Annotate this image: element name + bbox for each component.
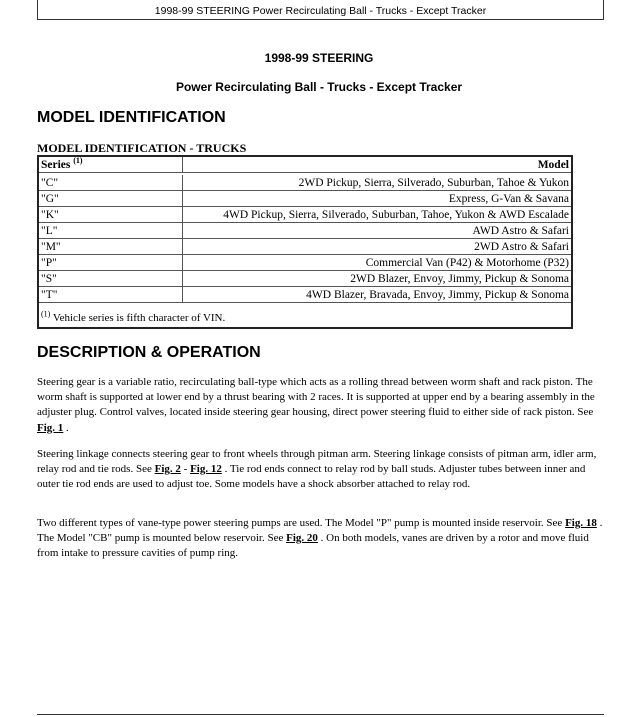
document-title: 1998-99 STEERING (264, 51, 374, 65)
model-identification-table (37, 155, 573, 329)
model-cell: AWD Astro & Safari (183, 223, 571, 239)
paragraph-text: Steering gear is a variable ratio, recirculating ball-type which acts as a rolling thread between worm shaft and rack piston. The worm shaft is supported at lower end by a thrust bearing with 2 races. It is supported at upper end by a bearing assembly in the adjuster plug. Control valves, located inside steering gear housing, direct power steering fluid to either side of rack piston. See (37, 376, 595, 419)
model-cell: 4WD Pickup, Sierra, Silverado, Suburban, Tahoe, Yukon & AWD Escalade (183, 207, 571, 223)
model-cell: 2WD Pickup, Sierra, Silverado, Suburban, Tahoe & Yukon (183, 175, 571, 191)
model-column-header: Model (183, 157, 571, 173)
footnote-marker: (1) (41, 309, 51, 319)
model-cell: 2WD Astro & Safari (183, 239, 571, 255)
footnote-text: Vehicle series is fifth character of VIN. (52, 312, 226, 324)
fig-18-link[interactable]: Fig. 18 (565, 517, 597, 529)
fig-2-link[interactable]: Fig. 2 (154, 463, 181, 476)
series-cell: "C" (39, 175, 183, 191)
model-cell: 2WD Blazer, Envoy, Jimmy, Pickup & Sonoma (183, 271, 571, 287)
table-row (39, 175, 571, 191)
series-cell: "T" (39, 287, 183, 303)
table-row (39, 271, 571, 287)
running-header-text: 1998-99 STEERING Power Recirculating Ball - Trucks - Except Tracker (154, 5, 487, 17)
paragraph-text: - (180, 463, 191, 476)
paragraph-text: . On both models, vanes are driven by a rotor and move fluid from intake to pressure cavities of pump ring. (37, 532, 589, 560)
table-row (39, 207, 571, 223)
bottom-divider (37, 714, 604, 715)
series-cell: "P" (39, 255, 183, 271)
description-heading: DESCRIPTION & OPERATION (37, 344, 261, 361)
series-cell: "K" (39, 207, 183, 223)
model-identification-heading: MODEL IDENTIFICATION (37, 109, 226, 126)
series-column-header: Series $^{(1)}$ (39, 157, 183, 173)
paragraph-text: Steering linkage connects steering gear to front wheels through pitman arm. Steering linkage consists of pitman arm, idler arm, relay rod and tie rods. See (37, 448, 597, 476)
table-row (39, 223, 571, 239)
table-row (39, 287, 571, 303)
paragraph-text: Two different types of vane-type power steering pumps are used. The Model "P" pump is mounted inside reservoir. See (37, 517, 563, 529)
fig-12-link[interactable]: Fig. 12 (190, 463, 222, 476)
fig-20-link[interactable]: Fig. 20 (286, 532, 318, 545)
series-cell: "M" (39, 239, 183, 255)
table-caption: MODEL IDENTIFICATION - TRUCKS (37, 141, 247, 155)
series-cell: "G" (39, 191, 183, 207)
table-header-row (39, 157, 571, 173)
table-row (39, 239, 571, 255)
document-subtitle: Power Recirculating Ball - Trucks - Except Tracker (175, 80, 463, 94)
table-row (39, 255, 571, 271)
table-row (39, 191, 571, 207)
running-header (37, 0, 604, 20)
series-cell: "S" (39, 271, 183, 287)
paragraph-text: . The Model "CB" pump is mounted below reservoir. See (37, 517, 603, 545)
paragraph-text: . (63, 421, 69, 434)
paragraph-steering-linkage (37, 447, 605, 493)
model-cell: Express, G-Van & Savana (183, 191, 571, 207)
model-cell: 4WD Blazer, Bravada, Envoy, Jimmy, Pickup & Sonoma (183, 287, 571, 303)
model-cell: Commercial Van (P42) & Motorhome (P32) (183, 255, 571, 271)
fig-1-link[interactable]: Fig. 1 (37, 421, 64, 434)
paragraph-steering-pumps (37, 516, 605, 562)
series-cell: "L" (39, 223, 183, 239)
table-footnote (39, 309, 573, 327)
paragraph-steering-gear (37, 375, 605, 436)
series-footnote-marker: (1) (73, 156, 83, 166)
paragraph-text: . Tie rod ends connect to relay rod by ball studs. Adjuster tubes between inner and outer tie rod ends are used to adjust toe. Some models have a shock absorber attached to relay rod. (37, 463, 586, 491)
